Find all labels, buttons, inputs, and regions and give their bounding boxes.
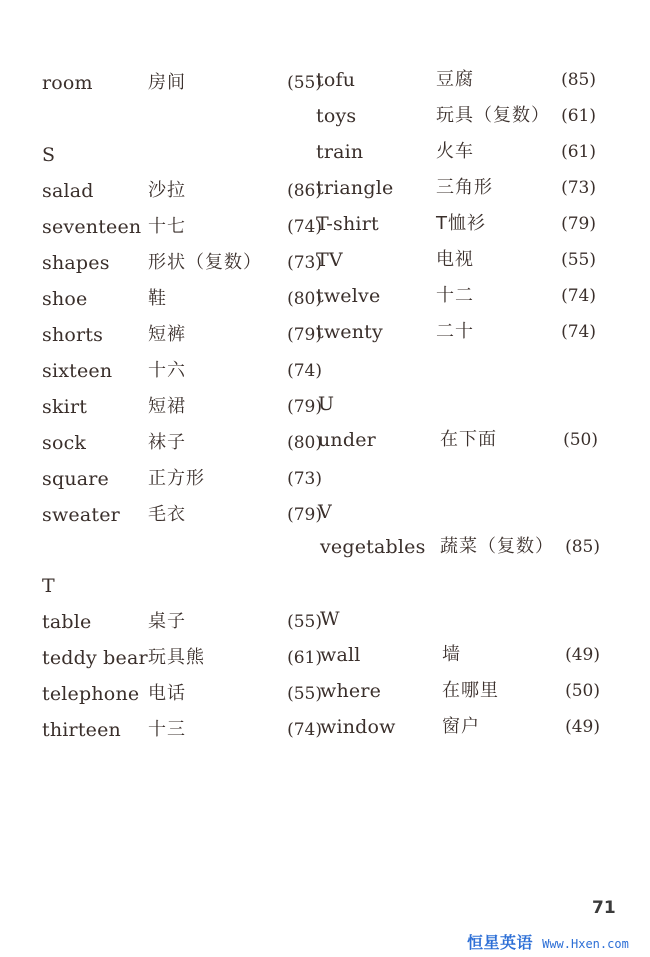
entry-page: (86): [287, 181, 322, 201]
entry-page: (55): [287, 684, 322, 704]
entry-word: square: [42, 468, 110, 490]
entry-word: shoe: [42, 288, 88, 310]
entry-page: (74): [287, 720, 322, 740]
list-item: [316, 172, 596, 204]
list-item: [316, 100, 596, 132]
entry-translation: 窗户: [442, 716, 480, 737]
entry-translation: 形状（复数）: [148, 252, 262, 273]
entry-page: (79): [287, 397, 322, 417]
list-item: [316, 64, 596, 96]
entry-page: (61): [561, 106, 596, 126]
list-item: [42, 67, 322, 99]
entry-word: room: [42, 72, 93, 94]
entry-translation: 在下面: [440, 429, 497, 450]
entry-page: (85): [561, 70, 596, 90]
list-item: [42, 355, 322, 387]
entry-page: (61): [561, 142, 596, 162]
entry-page: (73): [561, 178, 596, 198]
entry-page: (55): [561, 250, 596, 270]
entry-translation: 毛衣: [148, 504, 186, 525]
list-item: [42, 211, 322, 243]
section-letter-s: S: [42, 144, 56, 166]
section-letter-u: U: [318, 393, 335, 415]
entry-translation: 鞋: [148, 288, 167, 309]
entry-word: window: [320, 716, 396, 738]
entry-word: wall: [320, 644, 361, 666]
list-item: [42, 427, 322, 459]
entry-translation: 墙: [442, 644, 461, 665]
entry-page: (50): [563, 430, 598, 450]
entry-translation: 房间: [148, 72, 186, 93]
entry-page: (74): [287, 361, 322, 381]
entry-word: salad: [42, 180, 94, 202]
entry-translation: 沙拉: [148, 180, 186, 201]
list-item: [42, 175, 322, 207]
entry-word: vegetables: [320, 536, 426, 558]
entry-translation: 短裤: [148, 324, 186, 345]
entry-word: shapes: [42, 252, 110, 274]
list-item: [42, 714, 322, 746]
list-item: [42, 678, 322, 710]
entry-word: T-shirt: [316, 213, 379, 235]
list-item: [316, 208, 596, 240]
list-item: [316, 136, 596, 168]
entry-word: tofu: [316, 69, 356, 91]
entry-translation: 二十: [436, 321, 474, 342]
entry-page: (55): [287, 73, 322, 93]
entry-word: table: [42, 611, 92, 633]
list-item: [42, 463, 322, 495]
list-item: [42, 606, 322, 638]
watermark: [467, 930, 629, 953]
list-item: [42, 642, 322, 674]
entry-page: (55): [287, 612, 322, 632]
entry-page: (79): [287, 325, 322, 345]
list-item: [42, 283, 322, 315]
entry-word: seventeen: [42, 216, 142, 238]
entry-page: (79): [561, 214, 596, 234]
entry-translation: 蔬菜（复数）: [440, 536, 554, 557]
watermark-url: Www.Hxen.com: [542, 937, 629, 951]
entry-translation: 正方形: [148, 468, 205, 489]
entry-word: skirt: [42, 396, 88, 418]
list-item: [42, 391, 322, 423]
entry-translation: 桌子: [148, 611, 186, 632]
list-item: [42, 247, 322, 279]
entry-page: (50): [565, 681, 600, 701]
list-item: [320, 639, 600, 671]
page-number: 71: [592, 898, 616, 918]
entry-word: teddy bear: [42, 647, 148, 669]
entry-word: twelve: [316, 285, 381, 307]
entry-page: (49): [565, 717, 600, 737]
entry-translation: 火车: [436, 141, 474, 162]
entry-translation: 十二: [436, 285, 474, 306]
entry-translation: T恤衫: [436, 213, 486, 234]
entry-translation: 玩具（复数）: [436, 105, 550, 126]
entry-translation: 玩具熊: [148, 647, 205, 668]
entry-translation: 十六: [148, 360, 186, 381]
entry-word: sixteen: [42, 360, 113, 382]
entry-translation: 袜子: [148, 432, 186, 453]
list-item: [320, 711, 600, 743]
entry-page: (73): [287, 253, 322, 273]
entry-word: TV: [316, 249, 343, 271]
entry-page: (74): [561, 322, 596, 342]
entry-page: (61): [287, 648, 322, 668]
entry-translation: 十三: [148, 719, 186, 740]
entry-word: where: [320, 680, 382, 702]
entry-word: toys: [316, 105, 357, 127]
list-item: [318, 424, 598, 456]
watermark-brand: 恒星英语: [467, 933, 534, 952]
list-item: [42, 499, 322, 531]
list-item: [320, 531, 600, 563]
entry-translation: 电视: [436, 249, 474, 270]
entry-translation: 电话: [148, 683, 186, 704]
entry-word: telephone: [42, 683, 140, 705]
entry-translation: 短裙: [148, 396, 186, 417]
entry-word: triangle: [316, 177, 394, 199]
entry-word: sweater: [42, 504, 120, 526]
entry-translation: 三角形: [436, 177, 493, 198]
entry-word: under: [318, 429, 376, 451]
list-item: [316, 280, 596, 312]
entry-word: thirteen: [42, 719, 121, 741]
entry-page: (80): [287, 289, 322, 309]
entry-page: (79): [287, 505, 322, 525]
section-letter-v: V: [318, 501, 332, 523]
entry-translation: 十七: [148, 216, 186, 237]
entry-page: (85): [565, 537, 600, 557]
entry-word: sock: [42, 432, 87, 454]
list-item: [42, 319, 322, 351]
entry-page: (80): [287, 433, 322, 453]
list-item: [316, 316, 596, 348]
entry-page: (73): [287, 469, 322, 489]
entry-page: (74): [287, 217, 322, 237]
list-item: [316, 244, 596, 276]
entry-page: (49): [565, 645, 600, 665]
entry-word: twenty: [316, 321, 383, 343]
entry-page: (74): [561, 286, 596, 306]
entry-word: shorts: [42, 324, 104, 346]
list-item: [320, 675, 600, 707]
entry-word: train: [316, 141, 364, 163]
entry-translation: 豆腐: [436, 69, 474, 90]
section-letter-w: W: [320, 608, 340, 630]
entry-translation: 在哪里: [442, 680, 499, 701]
section-letter-t: T: [42, 575, 55, 597]
